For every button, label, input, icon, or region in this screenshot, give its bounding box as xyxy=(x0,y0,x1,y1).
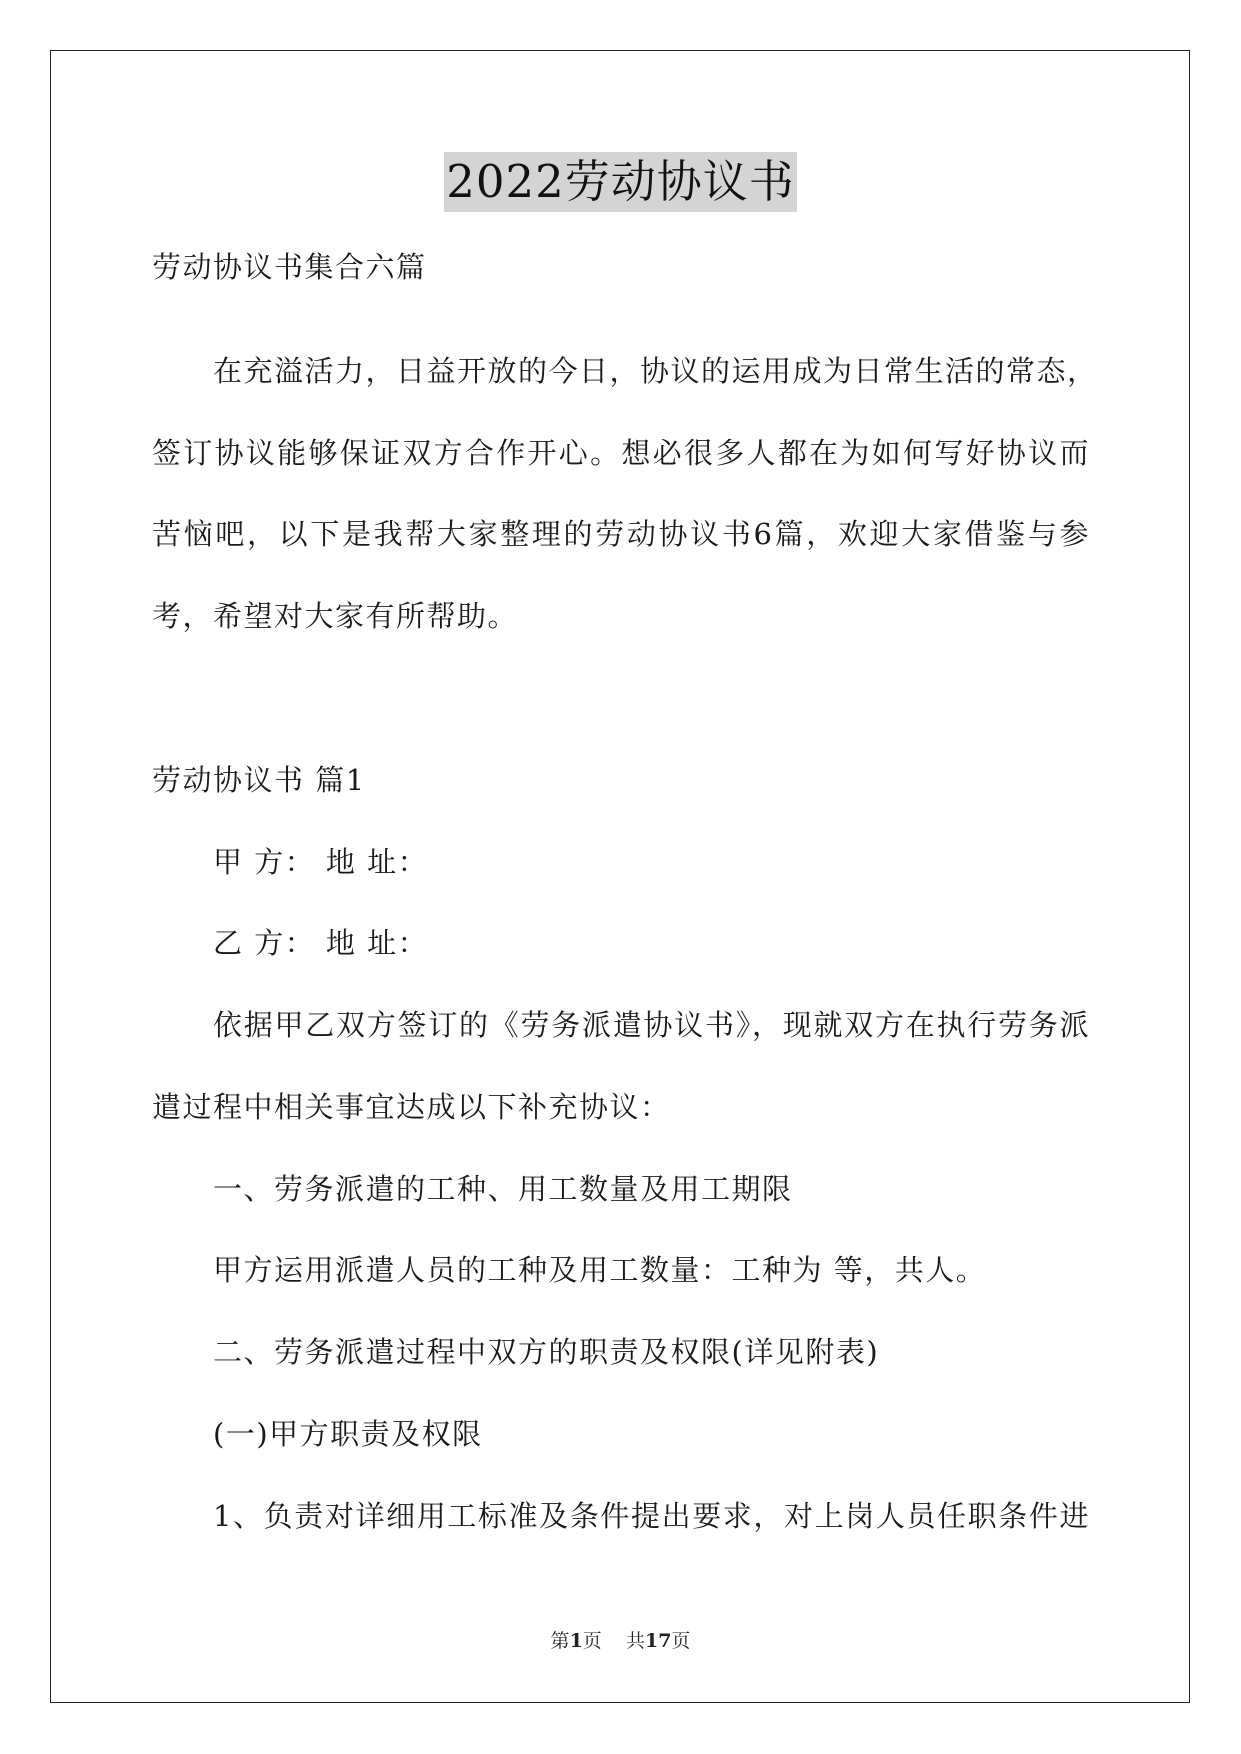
title-container xyxy=(0,152,1241,212)
footer-total-pages: 17 xyxy=(644,1630,672,1652)
footer-page-mid: 页 共 xyxy=(582,1630,645,1652)
item-1-heading: 一、劳务派遣的工种、用工数量及用工期限 xyxy=(213,1172,793,1206)
footer-page-prefix: 第 xyxy=(550,1630,570,1652)
intro-line-4: 考，希望对大家有所帮助。 xyxy=(152,599,519,633)
document-subtitle: 劳动协议书集合六篇 xyxy=(152,250,427,284)
item-2-subheading: (一)甲方职责及权限 xyxy=(213,1417,483,1451)
intro-line-3: 苦恼吧，以下是我帮大家整理的劳动协议书6篇，欢迎大家借鉴与参 xyxy=(152,517,1090,551)
basis-line-1: 依据甲乙双方签订的《劳务派遣协议书》，现就双方在执行劳务派 xyxy=(213,1008,1090,1042)
intro-line-1: 在充溢活力，日益开放的今日，协议的运用成为日常生活的常态， xyxy=(213,354,1098,388)
section-heading: 劳动协议书 篇1 xyxy=(152,763,366,797)
document-title: 2022劳动协议书 xyxy=(444,152,797,212)
item-1-text: 甲方运用派遣人员的工种及用工数量：工种为 等，共人。 xyxy=(213,1253,987,1287)
party-b-line: 乙 方： 地 址： xyxy=(213,926,429,960)
item-2-point-1: 1、负责对详细用工标准及条件提出要求，对上岗人员任职条件进 xyxy=(213,1499,1090,1533)
basis-line-2: 遣过程中相关事宜达成以下补充协议： xyxy=(152,1090,671,1124)
footer-current-page: 1 xyxy=(569,1630,583,1652)
footer-page-suffix: 页 xyxy=(671,1630,691,1652)
party-a-line: 甲 方： 地 址： xyxy=(213,845,429,879)
intro-line-2: 签订协议能够保证双方合作开心。想必很多人都在为如何写好协议而 xyxy=(152,436,1090,470)
item-2-heading: 二、劳务派遣过程中双方的职责及权限(详见附表) xyxy=(213,1335,880,1369)
page-footer xyxy=(0,1628,1241,1654)
